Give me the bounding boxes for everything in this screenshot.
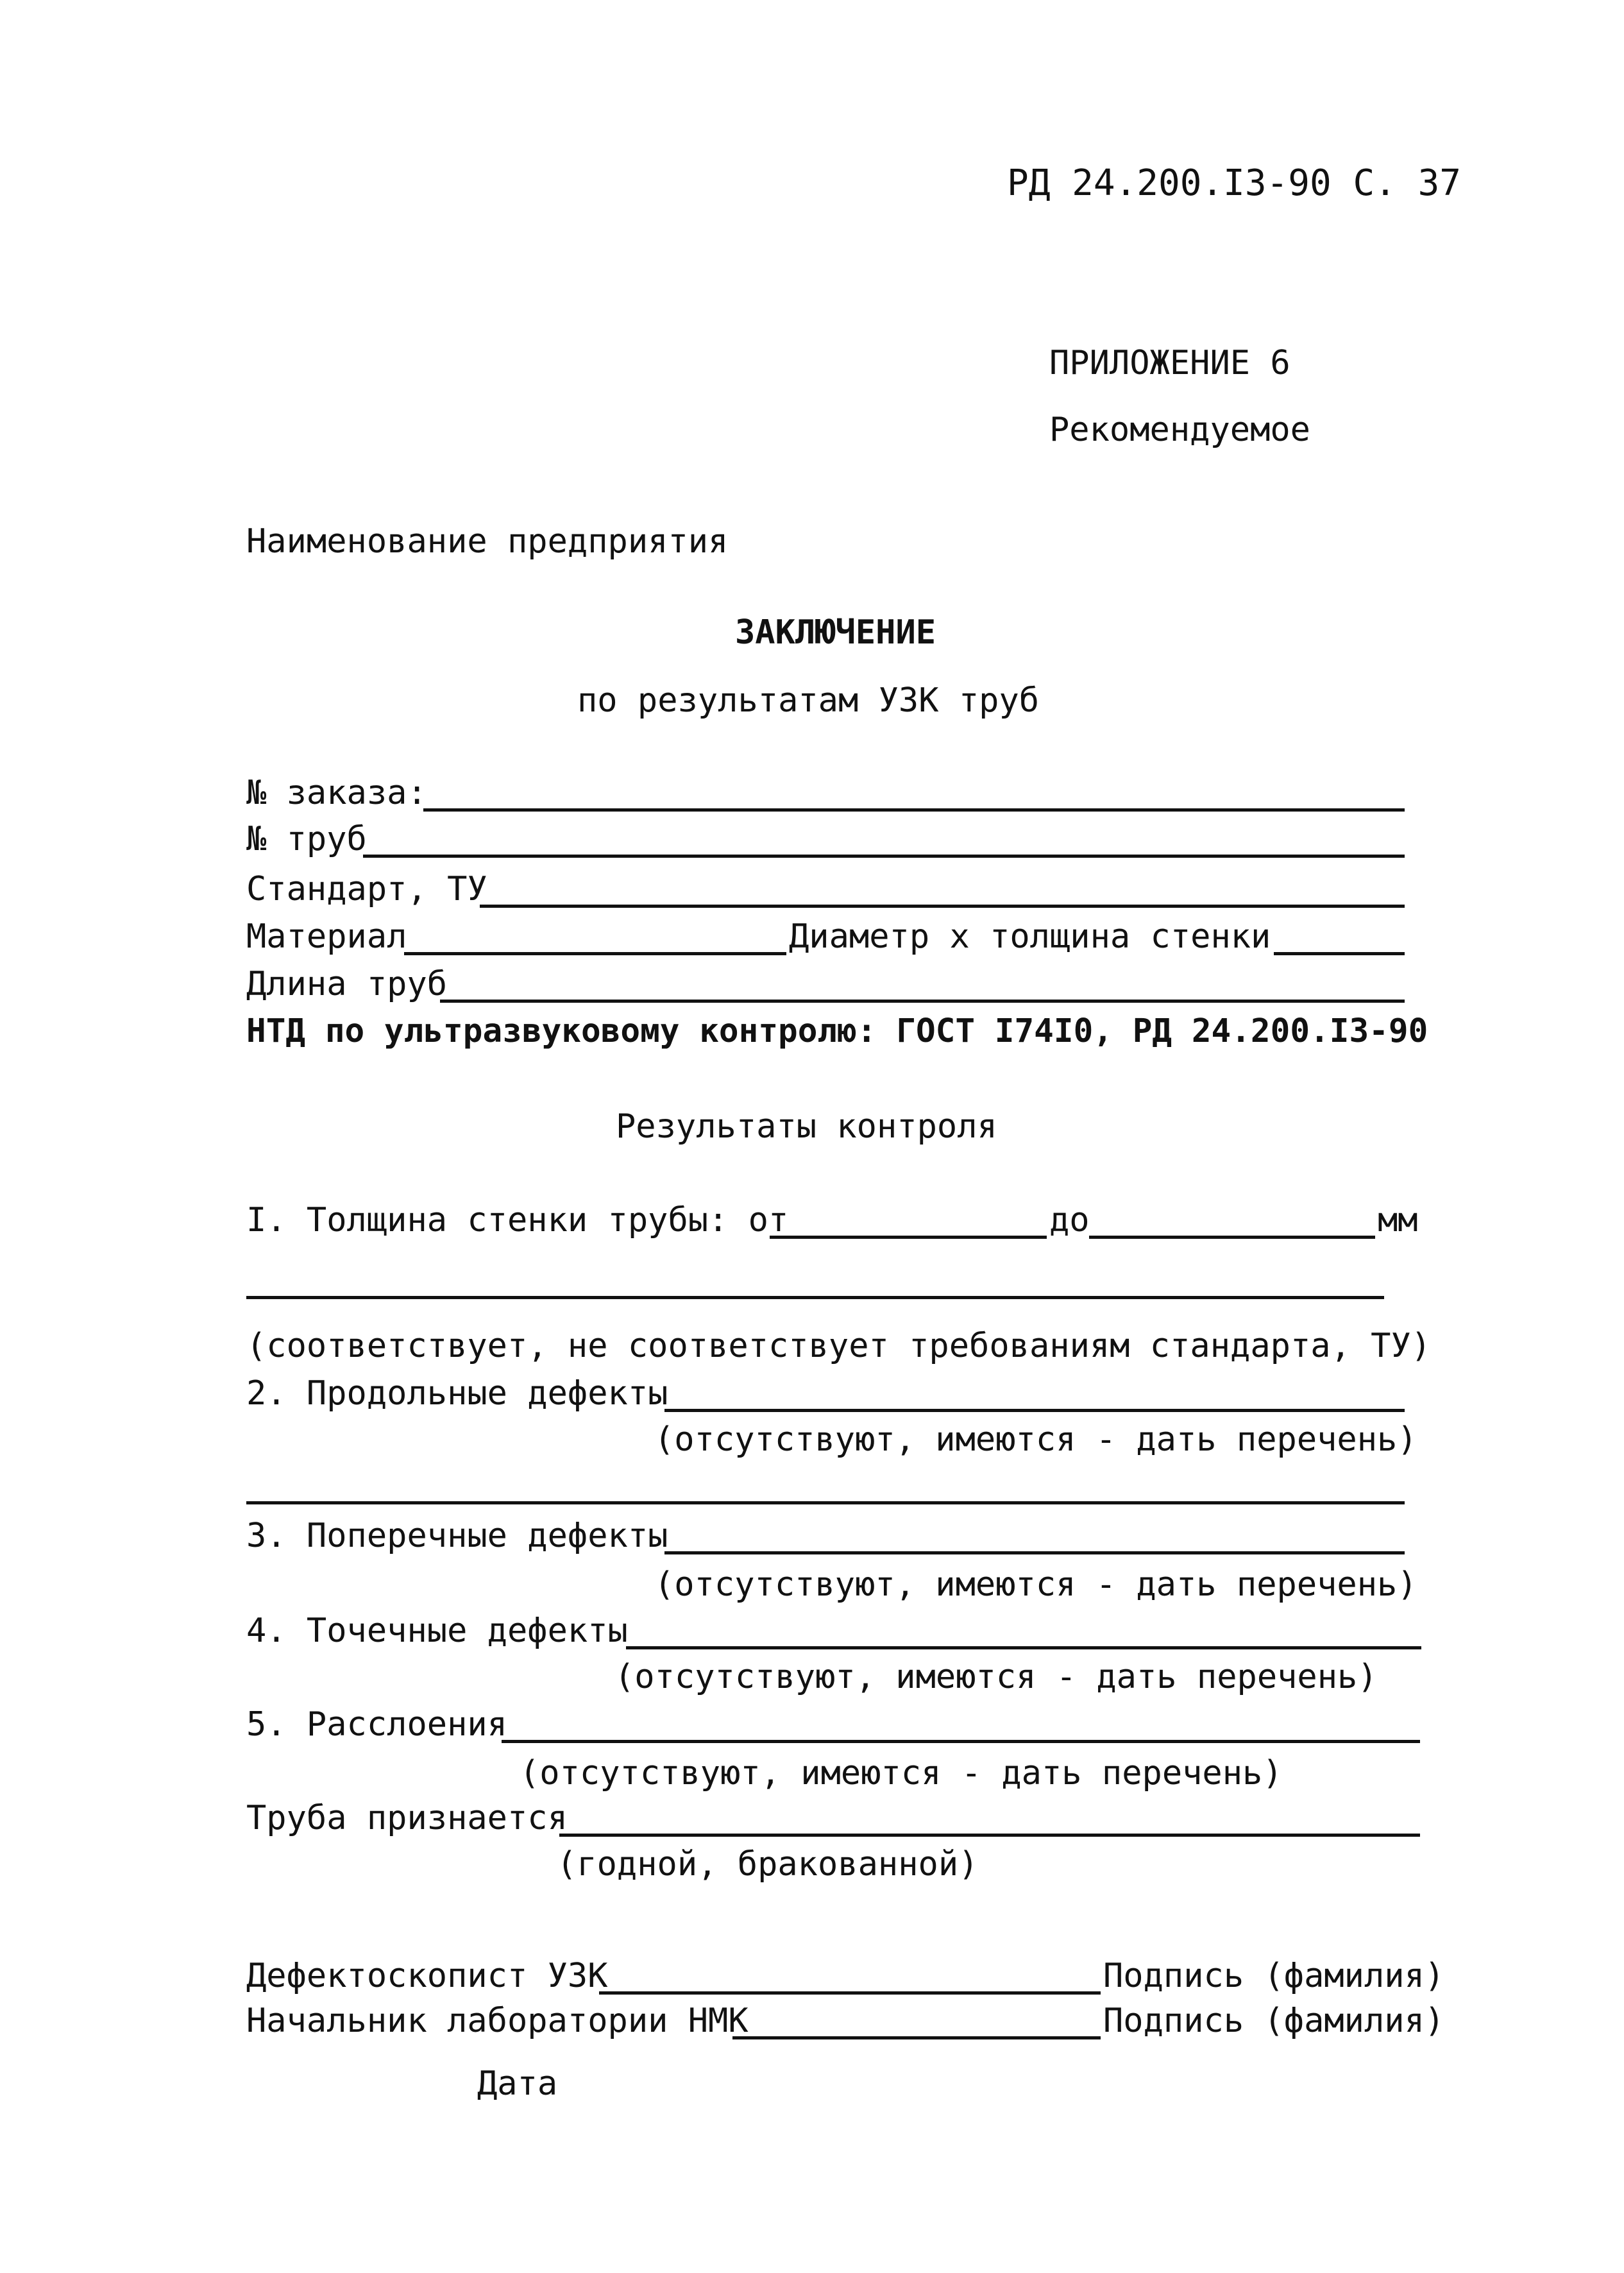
transverse-defects-label: 3. Поперечные дефекты <box>246 1517 668 1555</box>
delamination-field[interactable] <box>502 1740 1420 1743</box>
longitudinal-defects-label: 2. Продольные дефекты <box>246 1374 668 1413</box>
chief-signature-hint: Подпись (фамилия) <box>1103 2002 1445 2040</box>
wall-thickness-to-label: до <box>1049 1201 1090 1239</box>
pipe-length-field[interactable] <box>440 1000 1405 1003</box>
operator-signature-hint: Подпись (фамилия) <box>1103 1957 1445 1995</box>
wall-thickness-result-field[interactable] <box>246 1296 1384 1299</box>
longitudinal-defects-field[interactable] <box>664 1409 1405 1412</box>
point-defects-hint: (отсутствуют, имеются - дать перечень) <box>614 1658 1378 1696</box>
pipe-length-label: Длина труб <box>246 965 448 1003</box>
point-defects-field[interactable] <box>626 1646 1421 1649</box>
standard-field[interactable] <box>480 905 1405 908</box>
ntd-line: НТД по ультразвуковому контролю: ГОСТ I74I0, РД 24.200.I3-90 <box>246 1012 1428 1050</box>
verdict-hint: (годной, бракованной) <box>557 1845 979 1884</box>
standard-label: Стандарт, ТУ <box>246 870 487 908</box>
delamination-hint: (отсутствуют, имеются - дать перечень) <box>520 1754 1283 1792</box>
point-defects-label: 4. Точечные дефекты <box>246 1612 628 1650</box>
longitudinal-defects-list-field[interactable] <box>246 1501 1405 1504</box>
enterprise-label: Наименование предприятия <box>246 522 729 561</box>
order-number-field[interactable] <box>423 808 1405 812</box>
chief-label: Начальник лаборатории НМК <box>246 2002 749 2040</box>
wall-thickness-to-field[interactable] <box>1089 1236 1375 1239</box>
diameter-wall-field[interactable] <box>1274 952 1405 955</box>
longitudinal-defects-hint: (отсутствуют, имеются - дать перечень) <box>654 1420 1417 1459</box>
date-label: Дата <box>477 2064 558 2103</box>
verdict-label: Труба признается <box>246 1799 568 1837</box>
wall-thickness-hint: (соответствует, не соответствует требованиям стандарта, ТУ) <box>246 1327 1432 1365</box>
appendix-number: ПРИЛОЖЕНИЕ 6 <box>1049 344 1290 382</box>
transverse-defects-hint: (отсутствуют, имеются - дать перечень) <box>654 1565 1417 1604</box>
order-number-label: № заказа: <box>246 774 427 812</box>
page-reference: РД 24.200.I3-90 С. 37 <box>1007 162 1462 204</box>
results-heading: Результаты контроля <box>616 1107 997 1146</box>
pipe-number-label: № труб <box>246 820 367 858</box>
wall-thickness-from-field[interactable] <box>770 1236 1047 1239</box>
chief-signature-field[interactable] <box>732 2036 1101 2039</box>
wall-thickness-label: I. Толщина стенки трубы: от <box>246 1201 789 1239</box>
document-subtitle: по результатам УЗК труб <box>577 681 1040 720</box>
verdict-field[interactable] <box>559 1834 1420 1837</box>
operator-label: Дефектоскопист УЗК <box>246 1957 608 1995</box>
material-field[interactable] <box>404 952 786 955</box>
wall-thickness-unit: мм <box>1378 1201 1418 1239</box>
delamination-label: 5. Расслоения <box>246 1705 507 1744</box>
transverse-defects-field[interactable] <box>664 1551 1405 1554</box>
material-label: Материал <box>246 917 407 956</box>
appendix-status: Рекомендуемое <box>1049 411 1310 449</box>
diameter-wall-label: Диаметр х толщина стенки <box>789 917 1271 956</box>
pipe-number-field[interactable] <box>363 855 1405 858</box>
operator-signature-field[interactable] <box>599 1991 1101 1995</box>
document-title: ЗАКЛЮЧЕНИЕ <box>735 613 936 652</box>
